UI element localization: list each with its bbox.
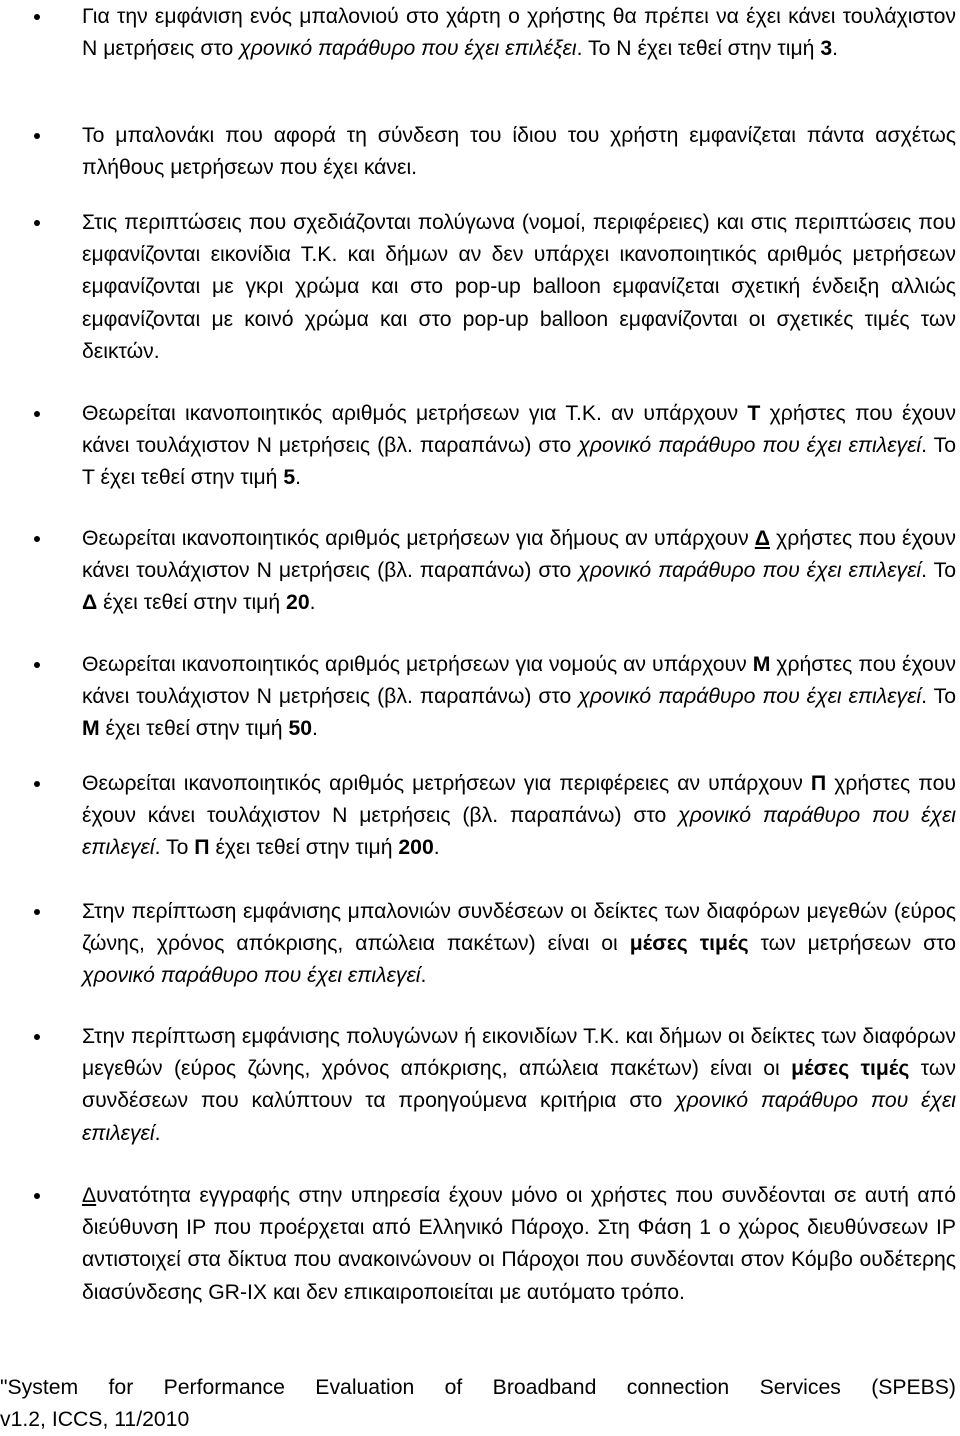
list-item-text [82, 523, 956, 620]
page-footer [0, 1372, 956, 1436]
bullet-dot [34, 781, 40, 787]
text-run: . Το Τ έχει τεθεί στην τιμή [82, 434, 956, 490]
footer-version: v1.2, ICCS, 11/2010 [0, 1408, 190, 1432]
text-run: Μ [752, 653, 771, 676]
text-run: . [295, 466, 302, 490]
text-run: χρονικό παράθυρο που έχει επιλεγεί [578, 434, 922, 458]
text-run: Στην περίπτωση εμφάνισης πολυγώνων ή εικονιδίων Τ.Κ. και δήμων οι δείκτες των διαφόρων μεγεθών (εύρος ζώνης, χρόνος απόκρισης, απώλεια πακέτων) είναι οι [82, 1025, 956, 1081]
text-run: Για την εμφάνιση ενός μπαλονιού στο χάρτη ο χρήστης θα πρέπει να έχει κάνει τουλάχιστον Ν μετρήσεις στο [82, 5, 956, 61]
bullet-dot [34, 220, 40, 226]
text-run: χρονικό παράθυρο που έχει επιλεγεί [82, 964, 421, 988]
text-run: χρονικό παράθυρο που έχει επιλεγεί [82, 804, 956, 860]
text-run: έχει τεθεί στην τιμή [209, 836, 399, 860]
bullet-dot [34, 411, 40, 417]
text-run: Μ [82, 717, 100, 741]
text-run: 20 [286, 591, 310, 615]
list-item-text [82, 1021, 956, 1150]
list-item-text [82, 1180, 956, 1309]
list-item-text [82, 896, 956, 993]
text-run: χρονικό παράθυρο που έχει επιλέξει [239, 37, 577, 61]
text-run: υνατότητα εγγραφής στην υπηρεσία έχουν μόνο οι χρήστες που συνδέονται σε αυτή από διεύθυνση IP που προέρχεται από Ελληνικό Πάροχο. Στη Φάση 1 ο χώρος διευθύνσεων IP αντιστοιχεί στα δίκτυα που ανακοινώνουν οι Πάροχοι που συνδέονται στον Κόμβο ουδέτερης διασύνδεσης GR-IX και δεν επικαιροποιείται με αυτόματο τρόπο. [82, 1184, 956, 1304]
text-run: Τ [747, 402, 761, 425]
list-item-text [82, 649, 956, 746]
text-run: έχει τεθεί στην τιμή [99, 717, 289, 741]
list-item-text [82, 398, 956, 495]
text-run: Θεωρείται ικανοποιητικός αριθμός μετρήσεων για Τ.Κ. αν υπάρχουν [82, 402, 748, 425]
bullet-dot [34, 14, 40, 20]
text-run: 3 [820, 37, 833, 61]
text-run: Θεωρείται ικανοποιητικός αριθμός μετρήσεων για περιφέρειες αν υπάρχουν [82, 772, 811, 795]
text-run: . [312, 717, 318, 741]
text-run: 50 [288, 717, 313, 741]
footer-title: "System for Performance Evaluation of Broadband connection Services (SPEBS) [0, 1376, 956, 1399]
bullet-dot [34, 909, 40, 915]
text-run: χρονικό παράθυρο που έχει επιλεγεί [82, 1089, 956, 1145]
list-item-text [82, 1, 956, 65]
text-run: 5 [283, 466, 296, 490]
bullet-dot [34, 662, 40, 668]
text-run: Το μπαλονάκι που αφορά τη σύνδεση του ίδιου του χρήστη εμφανίζεται πάντα ασχέτως πλήθους μετρήσεων που έχει κάνει. [82, 124, 956, 180]
text-run: . [420, 964, 427, 988]
list-item-text [82, 207, 956, 368]
text-run: 200 [398, 836, 434, 860]
text-run: χρήστες που έχουν κάνει τουλάχιστον Ν μετρήσεις (βλ. παραπάνω) στο [82, 772, 956, 828]
bullet-dot [34, 1034, 40, 1040]
list-item-text [82, 120, 956, 184]
text-run: χρήστες που έχουν κάνει τουλάχιστον Ν μετρήσεις (βλ. παραπάνω) στο [82, 402, 956, 458]
text-run: Δ [82, 591, 98, 615]
text-run: . [154, 1121, 161, 1145]
list-item-text [82, 768, 956, 865]
text-run: χρήστες που έχουν κάνει τουλάχιστον Ν μετρήσεις (βλ. παραπάνω) στο [82, 527, 956, 583]
bullet-dot [34, 536, 40, 542]
text-run: . [433, 836, 440, 860]
text-run: . Το Ν έχει τεθεί στην τιμή [576, 37, 821, 61]
text-run: των συνδέσεων που καλύπτουν τα προηγούμενα κριτήρια στο [82, 1057, 957, 1113]
text-run: χρονικό παράθυρο που έχει επιλεγεί [578, 559, 922, 583]
text-run: Στην περίπτωση εμφάνισης μπαλονιών συνδέσεων οι δείκτες των διαφόρων μεγεθών (εύρος ζώνης, χρόνος απόκρισης, απώλεια πακέτων) είναι οι [82, 900, 956, 956]
text-run: Στις περιπτώσεις που σχεδιάζονται πολύγωνα (νομοί, περιφέρειες) και στις περιπτώσεις που εμφανίζονται εικονίδια Τ.Κ. και δήμων αν δεν υπάρχει ικανοποιητικός αριθμός μετρήσεων εμφανίζονται με γκρι χρώμα και στο pop-up balloon εμφανίζεται σχετική ένδειξη αλλιώς εμφανίζονται με κοινό χρώμα και στο pop-up balloon εμφανίζονται οι σχετικές τιμές των δεικτών. [82, 211, 956, 363]
bullet-dot [34, 1193, 40, 1199]
text-run: Π [810, 772, 827, 795]
text-run: έχει τεθεί στην τιμή [97, 591, 287, 615]
text-run: χρήστες που έχουν κάνει τουλάχιστον Ν μετρήσεις (βλ. παραπάνω) στο [82, 653, 957, 709]
text-run: μέσες τιμές [629, 932, 749, 956]
text-run: μέσες τιμές [791, 1057, 910, 1081]
text-run: . Το [921, 685, 956, 709]
text-run: . [309, 591, 316, 615]
bullet-dot [34, 133, 40, 139]
text-run: των μετρήσεων στο [748, 932, 957, 956]
text-run: . [832, 37, 839, 61]
text-run: Π [194, 836, 210, 860]
text-run: Θεωρείται ικανοποιητικός αριθμός μετρήσεων για νομούς αν υπάρχουν [82, 653, 753, 676]
text-run: Δ [82, 1184, 97, 1207]
text-run: χρονικό παράθυρο που έχει επιλεγεί [578, 685, 922, 709]
text-run: Θεωρείται ικανοποιητικός αριθμός μετρήσεων για δήμους αν υπάρχουν [82, 527, 755, 550]
text-run: . Το [154, 836, 195, 860]
text-run: Δ [754, 527, 771, 550]
text-run: . Το [921, 559, 956, 583]
